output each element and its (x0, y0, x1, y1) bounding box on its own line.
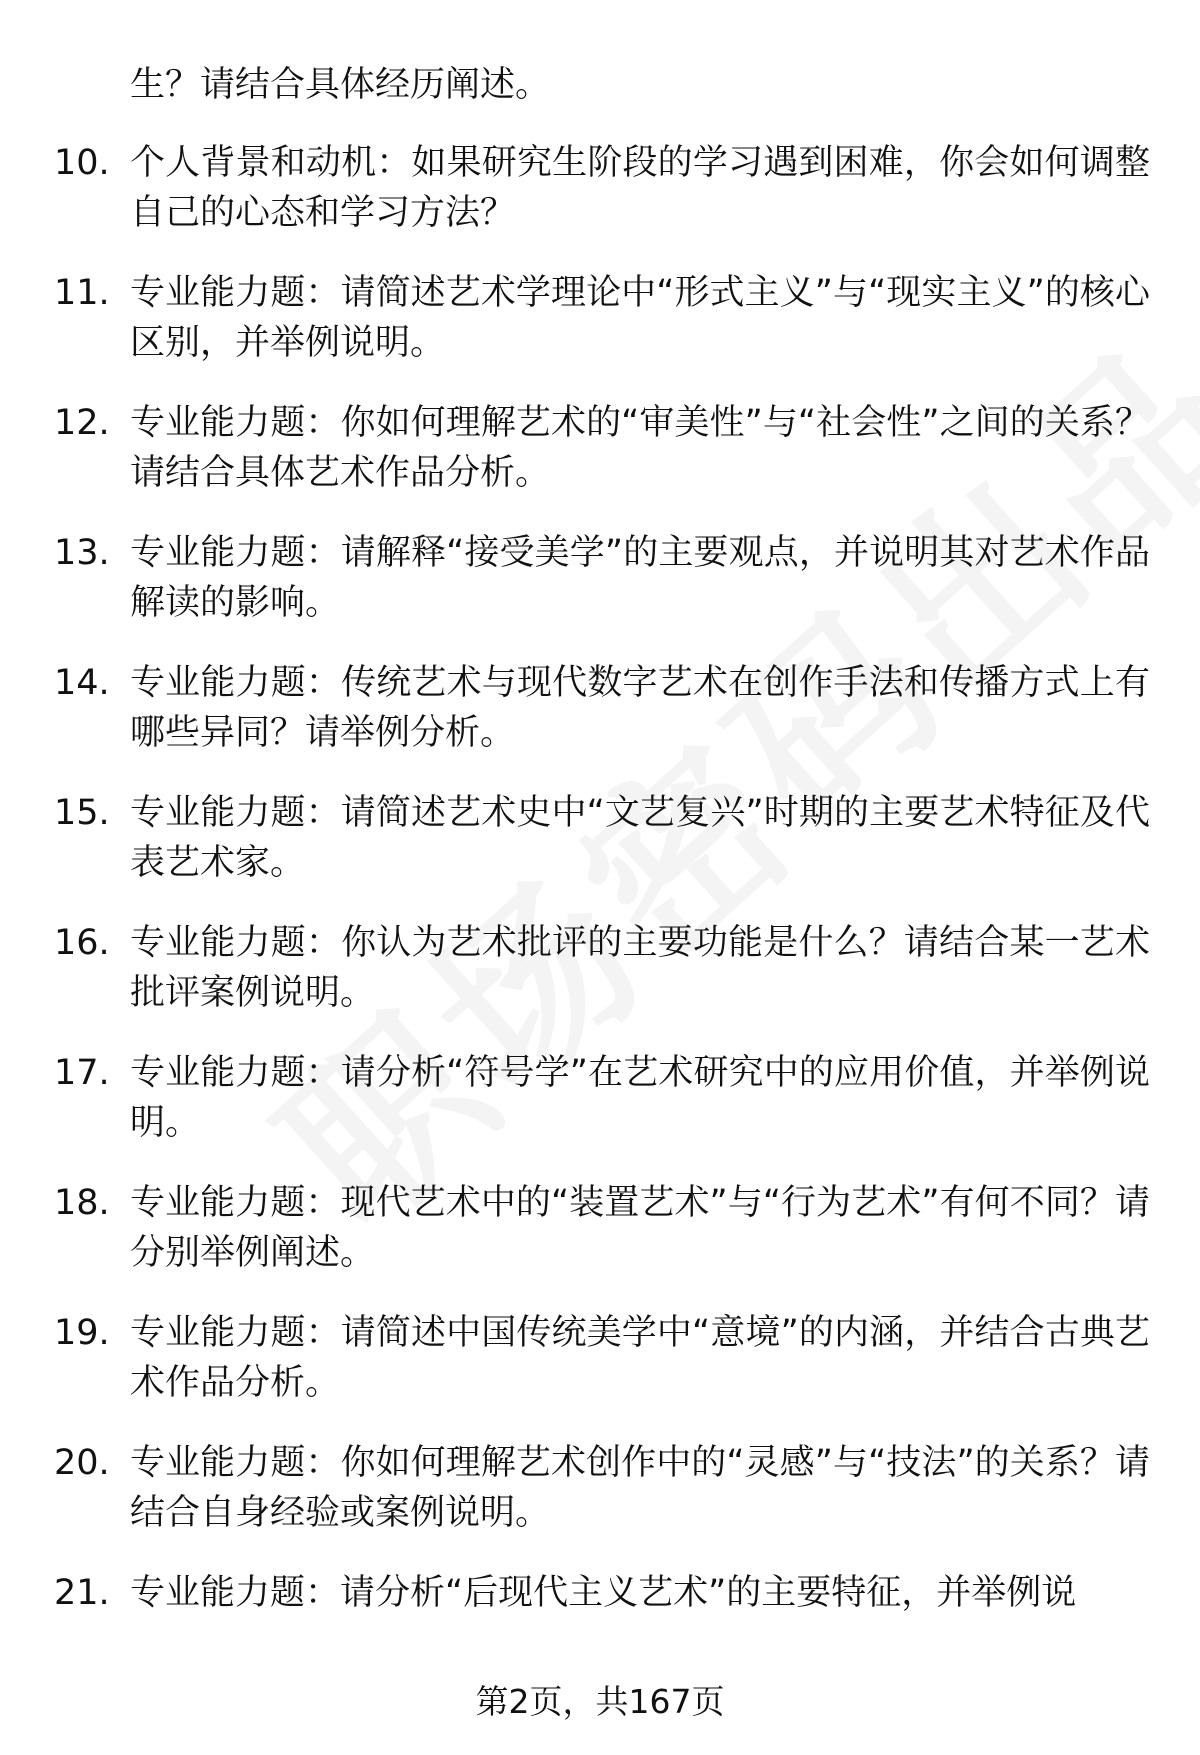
question-text: 专业能力题：你如何理解艺术创作中的“灵感”与“技法”的关系？请结合自身经验或案例说明。 (130, 1443, 1150, 1533)
question-number: 17. (54, 1053, 110, 1093)
question-item (0, 268, 1200, 398)
question-number: 10. (54, 143, 110, 183)
question-number: 18. (54, 1183, 110, 1223)
question-text: 专业能力题：请简述中国传统美学中“意境”的内涵，并结合古典艺术作品分析。 (130, 1313, 1150, 1403)
question-item (0, 138, 1200, 268)
question-text: 专业能力题：请分析“后现代主义艺术”的主要特征，并举例说 (130, 1573, 1077, 1613)
question-text: 专业能力题：你认为艺术批评的主要功能是什么？请结合某一艺术批评案例说明。 (130, 923, 1150, 1013)
question-item (0, 1568, 1200, 1698)
question-number: 15. (54, 793, 110, 833)
question-number: 12. (54, 403, 110, 443)
question-text: 专业能力题：请简述艺术史中“文艺复兴”时期的主要艺术特征及代表艺术家。 (130, 793, 1150, 883)
question-number: 16. (54, 923, 110, 963)
question-item (0, 658, 1200, 788)
question-list (0, 138, 1200, 1698)
question-number: 21. (54, 1573, 110, 1613)
question-number: 13. (54, 533, 110, 573)
question-number: 14. (54, 663, 110, 703)
question-item (0, 398, 1200, 528)
question-number: 11. (54, 273, 110, 313)
question-number: 19. (54, 1313, 110, 1353)
question-item (0, 1308, 1200, 1438)
question-text: 专业能力题：现代艺术中的“装置艺术”与“行为艺术”有何不同？请分别举例阐述。 (130, 1183, 1150, 1273)
page-footer: 第2页，共167页 (475, 1682, 725, 1721)
question-item (0, 1438, 1200, 1568)
question-item (0, 1178, 1200, 1308)
question-text: 个人背景和动机：如果研究生阶段的学习遇到困难，你会如何调整自己的心态和学习方法？ (130, 143, 1150, 233)
question-text: 专业能力题：请分析“符号学”在艺术研究中的应用价值，并举例说明。 (130, 1053, 1150, 1143)
question-number: 20. (54, 1443, 110, 1483)
question-item (0, 788, 1200, 918)
question-item (0, 918, 1200, 1048)
continuation-text: 生？请结合具体经历阐述。 (130, 65, 551, 105)
question-text: 专业能力题：请简述艺术学理论中“形式主义”与“现实主义”的核心区别，并举例说明。 (130, 273, 1150, 363)
question-text: 专业能力题：你如何理解艺术的“审美性”与“社会性”之间的关系？请结合具体艺术作品分析。 (130, 403, 1150, 493)
question-item (0, 1048, 1200, 1178)
question-text: 专业能力题：请解释“接受美学”的主要观点，并说明其对艺术作品解读的影响。 (130, 533, 1150, 623)
question-text: 专业能力题：传统艺术与现代数字艺术在创作手法和传播方式上有哪些异同？请举例分析。 (130, 663, 1150, 753)
question-item (0, 528, 1200, 658)
